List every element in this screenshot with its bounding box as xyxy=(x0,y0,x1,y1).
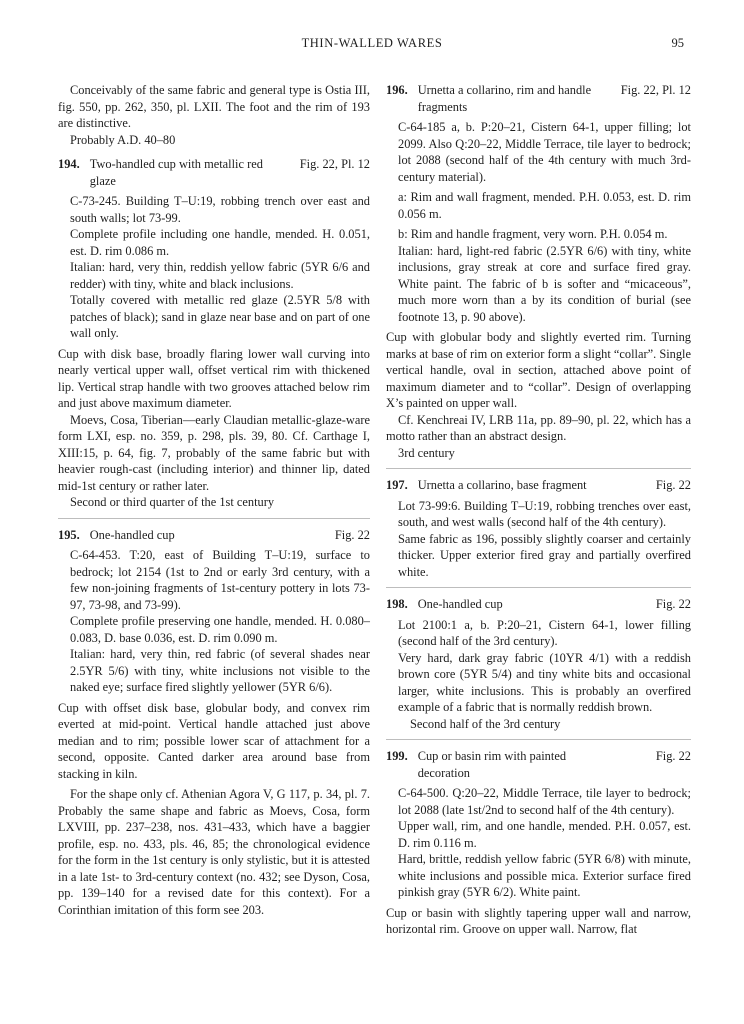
entry-number: 198. xyxy=(386,597,408,611)
fabric-description: Italian: hard, very thin, reddish yellow fabric (5YR 6/6 and redder) with tiny, white and black inclusions. xyxy=(70,260,370,291)
running-head-title: THIN-WALLED WARES xyxy=(301,36,443,50)
date-line: 3rd century xyxy=(398,445,455,460)
shape-description: Cup with offset disk base, globular body, and convex rim everted at mid-point. Vertical handle attached just above median and to rim; possible lower scar of attachment for a second, opposite. Canted darker area around base from stacking in kiln. xyxy=(58,700,370,781)
running-head xyxy=(0,36,744,56)
date-line: Second half of the 3rd century xyxy=(410,716,561,731)
entry-title: One-handled cup xyxy=(417,597,503,611)
entry-title: Cup or basin rim with painted decoration xyxy=(417,749,567,780)
comparanda: Cf. Kenchreai IV, LRB 11a, pp. 89–90, pl. 22, which has a motto rather than an abstract design. xyxy=(386,412,691,443)
figure-reference: Fig. 22, Pl. 12 xyxy=(299,157,370,171)
entry-number: 199. xyxy=(386,749,408,763)
comparanda: For the shape only cf. Athenian Agora V, G 117, p. 34, pl. 7. Probably the same shape and fabric as Moevs, Cosa, form LXVIII, pp. 237–238, nos. 431–433, which have a baggier profile, esp. no. 433, pls. 46, 85; the chronological evidence for the form in the 1st century is only stylistic, but it is attested in a late 1st- to 3rd-century context (no. 432; see Dyson, Cosa, pp. 139–140 for a revised date for this context). For a Corinthian imitation of this form see 203. xyxy=(58,787,370,917)
entry-title: Urnetta a collarino, rim and handle fragments xyxy=(417,83,592,114)
divider xyxy=(386,587,691,588)
catalogue-entry-194-details xyxy=(58,193,370,342)
fragment-b: b: Rim and handle fragment, very worn. P.H. 0.054 m. xyxy=(398,227,668,241)
find-context: C-64-185 a, b. P:20–21, Cistern 64-1, upper filling; lot 2099. Also Q:20–22, Middle Terrace, tile layer to bedrock; lot 2088 (second half of the 4th century with much 3rd-century material). xyxy=(398,120,691,184)
catalogue-entry-197-heading xyxy=(386,477,691,494)
right-column xyxy=(386,82,691,938)
fragment-a: a: Rim and wall fragment, mended. P.H. 0.053, est. D. rim 0.056 m. xyxy=(398,190,691,221)
find-context: Lot 73-99:6. Building T–U:19, robbing trenches over east, south, and west walls (second half of the 4th century). xyxy=(398,498,691,529)
entry-title: Urnetta a collarino, base fragment xyxy=(417,478,587,492)
figure-reference: Fig. 22 xyxy=(334,527,370,542)
fabric-description: Italian: hard, light-red fabric (2.5YR 6/6) with tiny, white inclusions, gray streak at core and surface fired gray. White paint. The fabric of b is softer and “micaceous”, much more worn than a by its condition of burial (see footnote 13, p. 90 above). xyxy=(398,243,691,324)
shape-description: Cup with disk base, broadly flaring lower wall curving into nearly vertical upper wall, offset vertical rim with thickened lip. Vertical strap handle with two grooves attached below rim and just above maximum diameter. xyxy=(58,346,370,410)
catalogue-entry-197-details xyxy=(386,498,691,581)
preservation: Complete profile preserving one handle, mended. H. 0.080–0.083, D. base 0.036, est. D. rim 0.090 m. xyxy=(70,614,370,645)
fabric-description: Italian: hard, very thin, red fabric (of several shades near 2.5YR 5/6) with tiny, white inclusions not visible to the naked eye; surface fired slightly yellower (5YR 6/6). xyxy=(70,647,370,694)
catalogue-entry-198-details xyxy=(386,617,691,733)
entry-number: 194. xyxy=(58,157,80,171)
find-context: C-64-453. T:20, east of Building T–U:19, surface to bedrock; lot 2154 (1st to 2nd or early 3rd century, with a few non-joining fragments of 1st-century pottery in lots 73-97, 73-98, and 73-99). xyxy=(70,548,370,612)
catalogue-entry-199-heading xyxy=(386,748,691,781)
figure-reference: Fig. 22 xyxy=(655,478,691,492)
figure-reference: Fig. 22 xyxy=(655,749,691,763)
catalogue-entry-198-heading xyxy=(386,596,691,613)
intro-paragraph: Conceivably of the same fabric and general type is Ostia III, fig. 550, pp. 262, 350, pl. LXII. The foot and the rim of 193 are distinctive. xyxy=(58,83,370,130)
figure-reference: Fig. 22 xyxy=(655,597,691,611)
comparanda: Moevs, Cosa, Tiberian—early Claudian metallic-glaze-ware form LXI, esp. no. 359, p. 298, pls. 39, 80. Cf. Carthage I, XIII:15, p. 64, fig. 7, probably of the same fabric but with heavier rough-cast (including interior) and thinner lip, dated mid-1st century or rather later. xyxy=(58,412,370,493)
entry-title: Two-handled cup with metallic red glaze xyxy=(89,157,263,188)
preservation: Upper wall, rim, and one handle, mended. P.H. 0.057, est. D. rim 0.116 m. xyxy=(398,819,691,850)
entry-number: 195. xyxy=(58,527,80,542)
catalogue-entry-195-details xyxy=(58,547,370,696)
fabric-description: Hard, brittle, reddish yellow fabric (5YR 6/8) with minute, white inclusions and possible mica. Exterior surface fired pinkish gray (5YR 6/2). White paint. xyxy=(398,852,691,899)
find-context: C-64-500. Q:20–22, Middle Terrace, tile layer to bedrock; lot 2088 (late 1st/2nd to second half of the 4th century). xyxy=(398,786,691,817)
catalogue-entry-196-details xyxy=(386,119,691,325)
shape-description: Cup with globular body and slightly everted rim. Turning marks at base of rim on exterior form a slight “collar”. Single vertical handle, oval in section, attached above point of maximum diameter and to “collar”. Design of overlapping X’s painted on upper wall. xyxy=(386,330,691,410)
date-line: Second or third quarter of the 1st century xyxy=(70,495,275,509)
divider xyxy=(386,739,691,740)
fabric-description: Very hard, dark gray fabric (10YR 4/1) with a reddish brown core (5YR 5/4) and tiny white bits and occasional larger, white inclusions. This is probably an overfired example of a fabric that is normally reddish brown. xyxy=(398,650,691,714)
find-context: C-73-245. Building T–U:19, robbing trench over east and south walls; lot 73-99. xyxy=(70,194,370,225)
catalogue-entry-196-heading xyxy=(386,82,691,115)
figure-reference: Fig. 22, Pl. 12 xyxy=(620,83,691,97)
intro-date: Probably A.D. 40–80 xyxy=(70,132,176,147)
catalogue-entry-194-heading xyxy=(58,156,370,189)
divider xyxy=(58,518,370,519)
shape-description: Cup or basin with slightly tapering upper wall and narrow, horizontal rim. Groove on upper wall. Narrow, flat xyxy=(386,905,691,936)
preservation: Complete profile including one handle, mended. H. 0.051, est. D. rim 0.086 m. xyxy=(70,227,370,258)
catalogue-entry-195-heading xyxy=(58,527,370,544)
page-number: 95 xyxy=(671,36,684,50)
fabric-description: Same fabric as 196, possibly slightly coarser and certainly thicker. Upper exterior fired gray and partially overfired white. xyxy=(398,531,691,579)
divider xyxy=(386,468,691,469)
entry-title: One-handled cup xyxy=(89,527,175,542)
left-column xyxy=(58,82,370,918)
entry-number: 196. xyxy=(386,83,408,97)
glaze-description: Totally covered with metallic red glaze (2.5YR 5/8 with patches of black); sand in glaze near base and on part of one wall only. xyxy=(70,293,370,340)
entry-number: 197. xyxy=(386,478,408,492)
find-context: Lot 2100:1 a, b. P:20–21, Cistern 64-1, lower filling (second half of the 3rd century). xyxy=(398,617,691,648)
catalogue-entry-199-details xyxy=(386,785,691,901)
